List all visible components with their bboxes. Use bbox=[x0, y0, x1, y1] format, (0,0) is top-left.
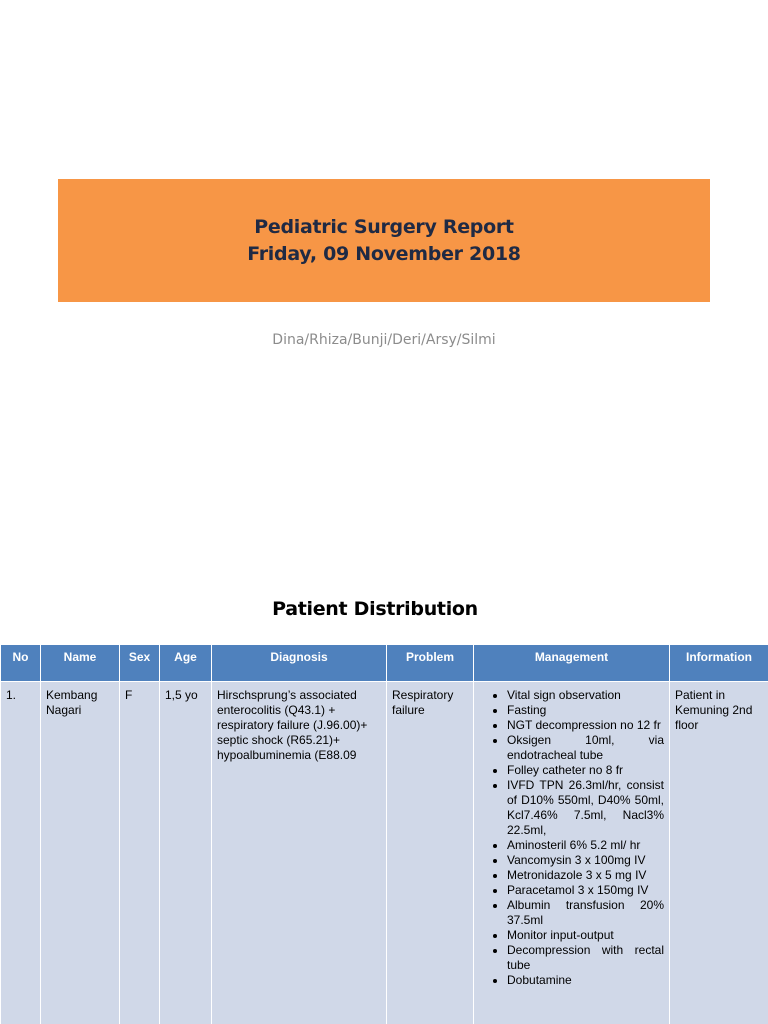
management-item: • Decompression with rectal tube bbox=[507, 943, 664, 973]
cell-sex: F bbox=[120, 682, 160, 1024]
table-title: Patient Distribution bbox=[272, 598, 478, 620]
patient-distribution-table bbox=[0, 644, 768, 1024]
report-date: Friday, 09 November 2018 bbox=[247, 242, 521, 265]
management-item: • Aminosteril 6% 5.2 ml/ hr bbox=[507, 838, 664, 853]
header-no: No bbox=[1, 645, 41, 682]
table-header-row bbox=[1, 645, 768, 682]
management-item: • Vital sign observation bbox=[507, 688, 664, 703]
management-item: • Metronidazole 3 x 5 mg IV bbox=[507, 868, 664, 883]
header-name: Name bbox=[41, 645, 120, 682]
cell-problem: Respiratory failure bbox=[387, 682, 474, 1024]
cell-name: Kembang Nagari bbox=[41, 682, 120, 1024]
cell-age: 1,5 yo bbox=[160, 682, 212, 1024]
cell-diagnosis: Hirschsprung’s associated enterocolitis (Q43.1) + respiratory failure (J.96.00)+ septic shock (R65.21)+ hypoalbuminemia (E88.09 bbox=[212, 682, 387, 1024]
title-banner bbox=[58, 179, 710, 302]
header-problem: Problem bbox=[387, 645, 474, 682]
management-item: • Monitor input-output bbox=[507, 928, 664, 943]
header-diagnosis: Diagnosis bbox=[212, 645, 387, 682]
table-row bbox=[1, 682, 768, 1024]
cell-information: Patient in Kemuning 2nd floor bbox=[670, 682, 768, 1024]
patient-distribution-slide bbox=[0, 576, 768, 1024]
management-item: • Fasting bbox=[507, 703, 664, 718]
cell-management bbox=[474, 682, 670, 1024]
management-item: • Dobutamine bbox=[507, 973, 664, 988]
management-item: • IVFD TPN 26.3ml/hr, consist of D10% 550ml, D40% 50ml, Kcl7.46% 7.5ml, Nacl3% 22.5ml, bbox=[507, 778, 664, 838]
management-item: • Vancomysin 3 x 100mg IV bbox=[507, 853, 664, 868]
header-information: Information bbox=[670, 645, 768, 682]
management-list bbox=[479, 688, 664, 988]
management-item: • Oksigen 10ml, via endotracheal tube bbox=[507, 733, 664, 763]
management-item: • NGT decompression no 12 fr bbox=[507, 718, 664, 733]
management-item: • Folley catheter no 8 fr bbox=[507, 763, 664, 778]
header-age: Age bbox=[160, 645, 212, 682]
management-item: • Paracetamol 3 x 150mg IV bbox=[507, 883, 664, 898]
management-item: • Albumin transfusion 20% 37.5ml bbox=[507, 898, 664, 928]
cell-no: 1. bbox=[1, 682, 41, 1024]
report-title: Pediatric Surgery Report bbox=[254, 215, 514, 238]
header-sex: Sex bbox=[120, 645, 160, 682]
header-management: Management bbox=[474, 645, 670, 682]
authors-line: Dina/Rhiza/Bunji/Deri/Arsy/Silmi bbox=[272, 332, 496, 348]
